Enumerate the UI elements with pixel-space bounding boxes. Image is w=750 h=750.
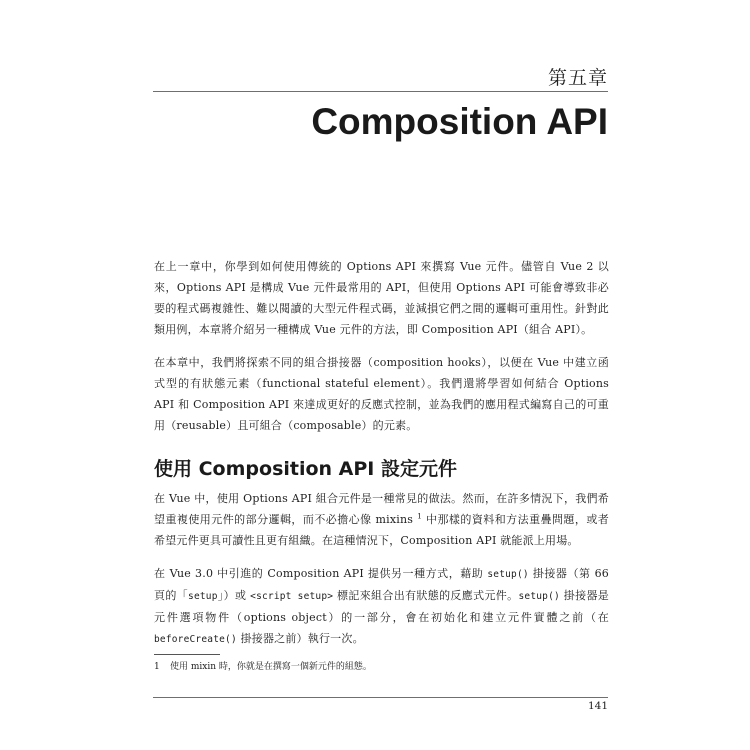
text-run: 在 Vue 中，使用 Options API 組合元件是一種常見的做法。然而，在許多情況下，我們希望重複使用元件的部分邏輯，而不必擔心像 mixins xyxy=(154,492,609,526)
footnote-rule xyxy=(154,654,220,655)
inline-code: setup xyxy=(188,591,218,602)
chapter-rule xyxy=(153,91,608,92)
footnote-text: 使用 mixin 時，你就是在撰寫一個新元件的組態。 xyxy=(170,662,372,672)
text-run: 掛接器（第 66 頁的「 xyxy=(154,567,609,602)
text-run: 掛接器是元件選項物件（options object）的一部分，會在初始化和建立元件實體之前（在 xyxy=(154,589,609,624)
footnote-number: 1 xyxy=(154,662,160,672)
footnote-ref: 1 xyxy=(417,511,423,521)
intro-paragraph-2 xyxy=(154,352,609,436)
chapter-title: Composition API xyxy=(311,101,608,142)
text-run: 在本章中，我們將探索不同的組合掛接器（composition hooks），以便在 Vue 中建立函式型的有狀態元素（functional stateful element）。我們還將學習如何結合 Options API 和 Composition API 來達成更好的反應式控制，並為我們的應用程式編寫自己的可重用（reusable）且可組合（composable）的元素。 xyxy=(154,356,609,432)
section-heading: 使用 Composition API 設定元件 xyxy=(154,458,457,480)
text-run: 」）或 xyxy=(217,589,251,602)
inline-code: setup() xyxy=(487,569,529,580)
text-run: 掛接器之前）執行一次。 xyxy=(236,632,364,645)
section-paragraph-2 xyxy=(154,563,609,650)
inline-code: <script setup> xyxy=(250,591,334,602)
footnote xyxy=(154,660,609,674)
text-run: 中那樣的資料和方法重疊問題，或者希望元件更具可讀性且更有組織。在這種情況下，Composition API 就能派上用場。 xyxy=(154,513,609,547)
footer-rule xyxy=(153,697,608,698)
main-content xyxy=(154,256,609,662)
section-paragraph-1 xyxy=(154,488,609,551)
page-number: 141 xyxy=(587,700,608,712)
intro-paragraph-1 xyxy=(154,256,609,340)
inline-code: beforeCreate() xyxy=(154,634,237,645)
text-run: 標記來組合出有狀態的反應式元件。 xyxy=(333,589,519,602)
text-run: 在上一章中，你學到如何使用傳統的 Options API 來撰寫 Vue 元件。儘管自 Vue 2 以來，Options API 是構成 Vue 元件最常用的 API，但使用 Options API 可能會導致非必要的程式碼複雜性、難以閱讀的大型元件程式碼，並減損它們之間的邏輯可重用性。針對此類用例，本章將介紹另一種構成 Vue 元件的方法，即 Composition API（組合 API）。 xyxy=(154,260,609,336)
text-run: 在 Vue 3.0 中引進的 Composition API 提供另一種方式，藉助 xyxy=(154,567,488,580)
inline-code: setup() xyxy=(518,591,560,602)
chapter-label: 第五章 xyxy=(547,67,608,89)
